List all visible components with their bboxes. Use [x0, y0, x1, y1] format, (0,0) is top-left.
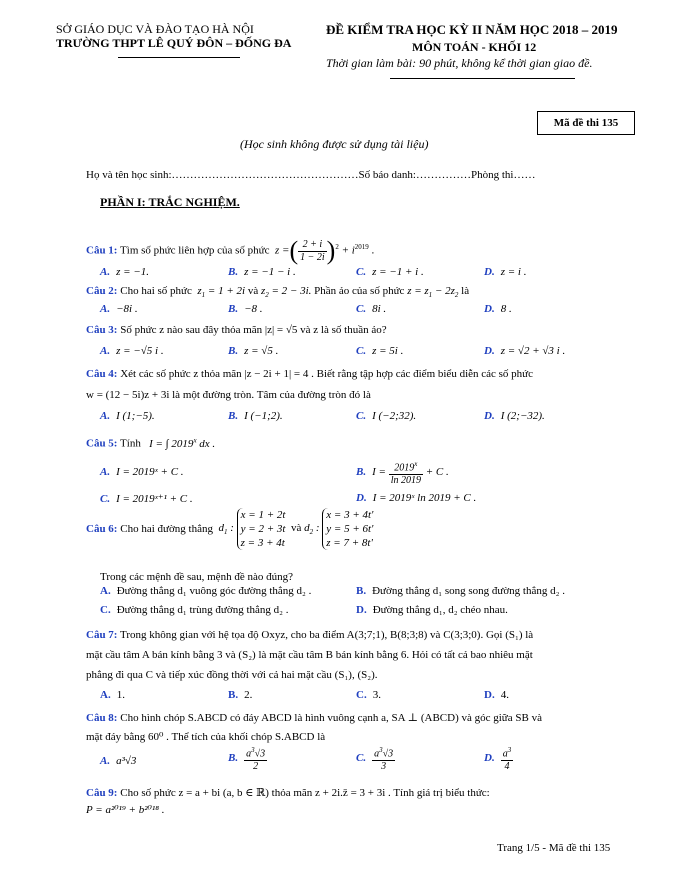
- subject: MÔN TOÁN - KHỐI 12: [412, 40, 537, 54]
- q2-option-c[interactable]: C. 8i .: [356, 303, 387, 315]
- q1-option-a[interactable]: A. z = −1.: [100, 266, 149, 278]
- q2-option-a[interactable]: A. −8i .: [100, 303, 138, 315]
- question-7-line3: phẳng đi qua C và tiếp xúc đồng thời với cả hai mặt cầu (S₁), (S₂).: [86, 669, 378, 681]
- no-materials-note: (Học sinh không được sử dụng tài liệu): [240, 137, 429, 151]
- q2-option-b[interactable]: B. −8 .: [228, 303, 263, 315]
- question-text: Tìm số phức liên hợp của số phức: [120, 244, 270, 257]
- question-9-line2: P = a²⁰¹⁹ + b²⁰¹⁸ .: [86, 804, 165, 816]
- header-underline-left: [118, 57, 240, 58]
- question-label: Câu 1:: [86, 244, 118, 257]
- q6-option-a[interactable]: A. Đường thẳng d₁ vuông góc đường thẳng d₂ .: [100, 585, 312, 597]
- question-6: Câu 6: Cho hai đường thẳng $d_1$ : x = 1 + 2t y = 2 + 3t z = 3 + 4t và $d_2$ : x = 3 + 4t' y = 5 + 6t' z = 7 + 8t': [86, 509, 374, 549]
- q8-option-d[interactable]: D. $\frac{a^3}{4}$: [484, 746, 512, 773]
- q8-option-b[interactable]: B. $\frac{a^3√3}{2}$: [228, 746, 266, 773]
- q7-option-b[interactable]: B. 2.: [228, 689, 253, 701]
- question-4: Câu 4: Xét các số phức z thỏa mãn |z − 2i + 1| = 4 . Biết rằng tập hợp các điểm biểu diễn các số phức: [86, 368, 534, 380]
- q4-option-b[interactable]: B. I (−1;2).: [228, 410, 283, 422]
- q7-option-c[interactable]: C. 3.: [356, 689, 381, 701]
- exam-code-box: Mã đề thi 135: [537, 111, 635, 135]
- q6-option-b[interactable]: B. Đường thẳng d₁ song song đường thẳng d₂ .: [356, 585, 565, 597]
- q2-option-d[interactable]: D. 8 .: [484, 303, 512, 315]
- section-title: PHẦN I: TRẮC NGHIỆM.: [100, 195, 240, 209]
- q3-option-b[interactable]: B. z = √5 .: [228, 345, 279, 357]
- q6-option-c[interactable]: C. Đường thẳng d₁ trùng đường thẳng d₂ .: [100, 604, 289, 616]
- time-allowed: Thời gian làm bài: 90 phút, không kể thời gian giao đề.: [326, 56, 593, 70]
- q6-option-d[interactable]: D. Đường thẳng d₁, d₂ chéo nhau.: [356, 604, 508, 616]
- q5-option-c[interactable]: C. I = 2019ˣ⁺¹ + C .: [100, 493, 193, 505]
- exam-title: ĐỀ KIỂM TRA HỌC KỲ II NĂM HỌC 2018 – 2019: [326, 22, 618, 37]
- q1-option-c[interactable]: C. z = −1 + i .: [356, 266, 424, 278]
- header-underline-right: [390, 78, 575, 79]
- question-4-line2: w = (12 − 5i)z + 3i là một đường tròn. Tâm của đường tròn đó là: [86, 389, 371, 401]
- question-7: Câu 7: Trong không gian với hệ tọa độ Oxyz, cho ba điểm A(3;7;1), B(8;3;8) và C(3;3;0). Gọi (S₁) là: [86, 629, 534, 641]
- q5-option-b[interactable]: B. I = $\frac{2019^x}{\ln 2019}$ + C .: [356, 460, 449, 487]
- question-3: Câu 3: Số phức z nào sau đây thỏa mãn |z| = √5 và z là số thuần ảo?: [86, 324, 387, 336]
- department: SỞ GIÁO DỤC VÀ ĐÀO TẠO HÀ NỘI: [56, 22, 254, 36]
- q8-option-c[interactable]: C. $\frac{a^3√3}{3}$: [356, 746, 394, 773]
- question-6-prompt: Trong các mệnh đề sau, mệnh đề nào đúng?: [100, 571, 293, 583]
- question-1: Câu 1: Tìm số phức liên hợp của số phức z =( $\frac{2 + i}{1 - 2i}$ )$^2 + i^{2019}$ .: [86, 236, 375, 265]
- question-8: Câu 8: Cho hình chóp S.ABCD có đáy ABCD là hình vuông cạnh a, SA ⊥ (ABCD) và góc giữa SB và: [86, 712, 542, 724]
- q5-option-d[interactable]: D. I = 2019ˣ ln 2019 + C .: [356, 492, 477, 504]
- q4-option-c[interactable]: C. I (−2;32).: [356, 410, 417, 422]
- q3-option-c[interactable]: C. z = 5i .: [356, 345, 404, 357]
- question-8-line2: mặt đáy bằng 60⁰ . Thể tích của khối chóp S.ABCD là: [86, 731, 326, 743]
- question-7-line2: mặt cầu tâm A bán kính bằng 3 và (S₂) là mặt cầu tâm B bán kính bằng 6. Hỏi có tất cả bao nhiêu mặt: [86, 649, 533, 661]
- student-info-line: Họ và tên học sinh:……………………………………………Số báo danh:……………Phòng thi……: [86, 169, 536, 181]
- question-9: Câu 9: Cho số phức z = a + bi (a, b ∈ ℝ) thỏa mãn z + 2i.z̄ = 3 + 3i . Tính giá trị biểu thức:: [86, 787, 490, 799]
- page-footer: Trang 1/5 - Mã đề thi 135: [497, 842, 611, 854]
- q1-option-d[interactable]: D. z = i .: [484, 266, 527, 278]
- q7-option-d[interactable]: D. 4.: [484, 689, 509, 701]
- question-5: Câu 5: Tính I = ∫ 2019$^x$ dx .: [86, 436, 216, 450]
- question-2: Câu 2: Cho hai số phức $z_1 = 1 + 2i$ và $z_2 = 2 - 3i$. Phần ảo của số phức $z = z_1 - 2z_2$ là: [86, 285, 470, 300]
- school-name: TRƯỜNG THPT LÊ QUÝ ĐÔN – ĐỐNG ĐA: [56, 36, 292, 50]
- q7-option-a[interactable]: A. 1.: [100, 689, 125, 701]
- q3-option-d[interactable]: D. z = √2 + √3 i .: [484, 345, 566, 357]
- q8-option-a[interactable]: A. a³√3: [100, 755, 137, 767]
- q3-option-a[interactable]: A. z = −√5 i .: [100, 345, 164, 357]
- q4-option-a[interactable]: A. I (1;−5).: [100, 410, 155, 422]
- q5-option-a[interactable]: A. I = 2019ˣ + C .: [100, 466, 184, 478]
- q1-option-b[interactable]: B. z = −1 − i .: [228, 266, 296, 278]
- q4-option-d[interactable]: D. I (2;−32).: [484, 410, 545, 422]
